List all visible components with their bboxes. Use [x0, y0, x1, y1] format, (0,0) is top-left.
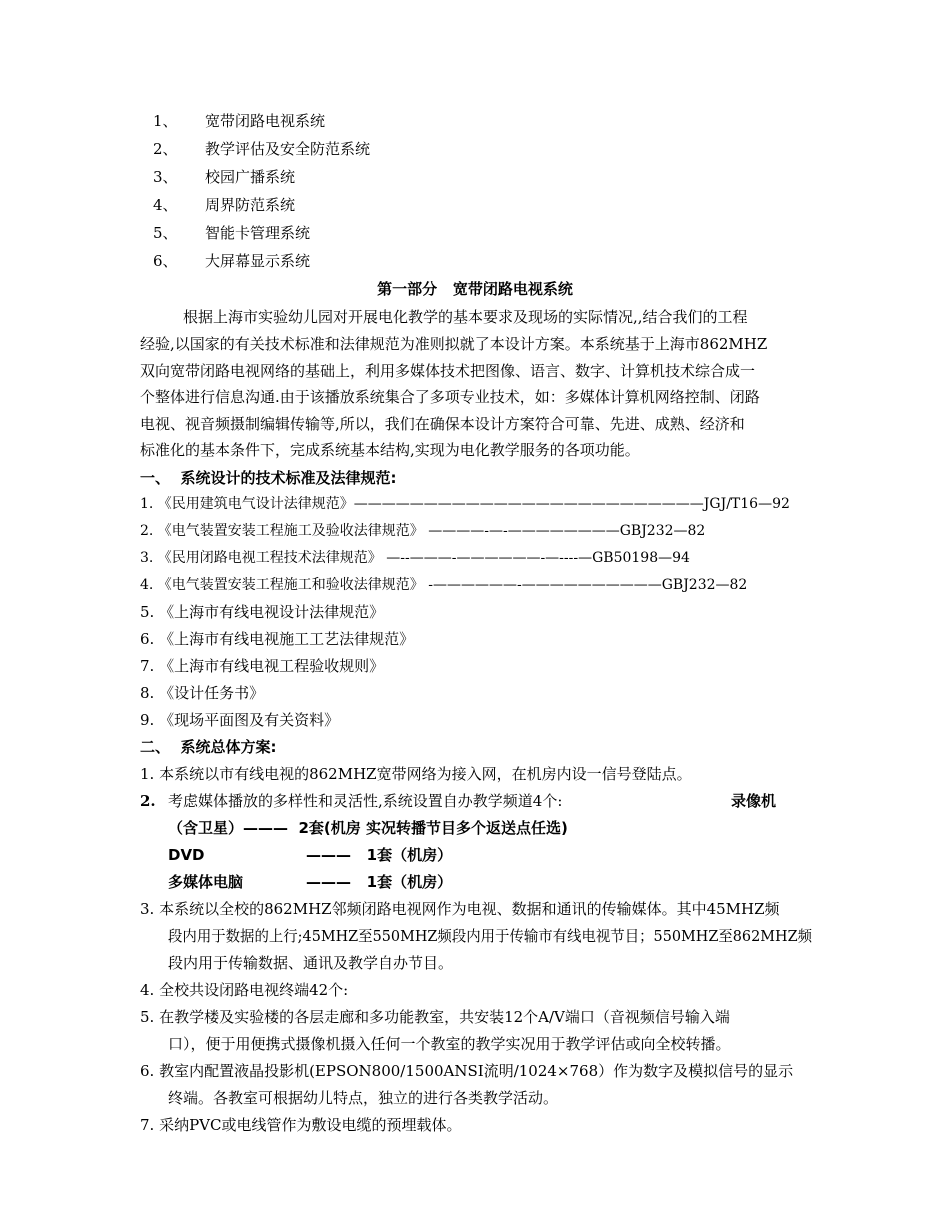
intro-line: 个整体进行信息沟通.由于该播放系统集合了多项专业技术，如：多媒体计算机网络控制、闭路 — [140, 388, 760, 406]
channel-vcr-label: 录像机 — [731, 792, 777, 810]
standard-item: 1. 《民用建筑电气设计法律规范》—————————————————————————JGJ/T16—92 — [140, 496, 790, 512]
scheme-item: 考虑媒体播放的多样性和灵活性,系统设置自办教学频道4个: — [168, 792, 563, 810]
scheme-item-cont: 终端。各教室可根据幼儿特点，独立的进行各类教学活动。 — [168, 1089, 559, 1107]
channel-vcr-detail: （含卫星）——— 2套(机房 实况转播节目多个返送点任选) — [168, 819, 568, 837]
scheme-item: 1. 本系统以市有线电视的862MHZ宽带网络为接入网，在机房内设一信号登陆点。 — [140, 765, 692, 783]
toc-text: 校园广播系统 — [205, 168, 296, 186]
toc-text: 教学评估及安全防范系统 — [205, 140, 371, 158]
scheme-item: 4. 全校共设闭路电视终端42个: — [140, 981, 349, 999]
channel-dvd-label: DVD — [168, 846, 205, 864]
toc-number: 5、 — [153, 224, 178, 242]
channel-pc-value: ——— 1套（机房） — [306, 873, 453, 891]
standard-item: 9. 《现场平面图及有关资料》 — [140, 711, 340, 729]
toc-number: 4、 — [153, 196, 178, 214]
standard-item: 3. 《民用闭路电视工程技术法律规范》 —--———-——————-—----—GB50198—94 — [140, 550, 690, 566]
channel-dvd-value: ——— 1套（机房） — [306, 846, 453, 864]
scheme-item: 5. 在教学楼及实验楼的各层走廊和多功能教室，共安装12个A/V端口（音视频信号输入端 — [140, 1008, 730, 1026]
scheme-item-number: 2. — [140, 792, 156, 810]
toc-number: 6、 — [153, 252, 178, 270]
standard-item: 5. 《上海市有线电视设计法律规范》 — [140, 603, 385, 621]
toc-text: 大屏幕显示系统 — [205, 252, 311, 270]
intro-line: 双向宽带闭路电视网络的基础上，利用多媒体技术把图像、语言、数字、计算机技术综合成一 — [140, 362, 756, 380]
scheme-item: 3. 本系统以全校的862MHZ邻频闭路电视网作为电视、数据和通讯的传输媒体。其中45MHZ频 — [140, 900, 780, 918]
scheme-item-cont: 口），便于用便携式摄像机摄入任何一个教室的教学实况用于教学评估或向全校转播。 — [168, 1035, 731, 1053]
toc-text: 宽带闭路电视系统 — [205, 112, 326, 130]
intro-line: 标准化的基本条件下，完成系统基本结构,实现为电化教学服务的各项功能。 — [140, 441, 640, 459]
intro-line: 根据上海市实验幼儿园对开展电化教学的基本要求及现场的实际情况,,结合我们的工程 — [183, 308, 748, 326]
intro-line: 经验,以国家的有关技术标准和法律规范为准则拟就了本设计方案。本系统基于上海市862MHZ — [140, 335, 768, 353]
standard-item: 4. 《电气装置安装工程施工和验收法律规范》 -——————-——————————GBJ232—82 — [140, 577, 748, 593]
scheme-item: 6. 教室内配置液晶投影机(EPSON800/1500ANSI流明/1024×768）作为数字及模拟信号的显示 — [140, 1062, 794, 1080]
scheme-item: 7. 采纳PVC或电线管作为敷设电缆的预埋载体。 — [140, 1116, 462, 1134]
section1-heading: 一、 系统设计的技术标准及法律规范: — [140, 469, 397, 487]
standard-item: 6. 《上海市有线电视施工工艺法律规范》 — [140, 630, 415, 648]
standard-item: 2. 《电气装置安装工程施工及验收法律规范》 ————-—-————————GBJ232—82 — [140, 523, 706, 539]
toc-text: 周界防范系统 — [205, 196, 296, 214]
toc-number: 2、 — [153, 140, 178, 158]
section2-heading: 二、 系统总体方案: — [140, 738, 277, 756]
standard-item: 7. 《上海市有线电视工程验收规则》 — [140, 657, 385, 675]
standard-item: 8. 《设计任务书》 — [140, 684, 265, 702]
toc-text: 智能卡管理系统 — [205, 224, 311, 242]
scheme-item-cont: 段内用于传输数据、通讯及教学自办节目。 — [168, 954, 454, 972]
toc-number: 3、 — [153, 168, 178, 186]
part-title: 第一部分 宽带闭路电视系统 — [377, 280, 573, 298]
scheme-item-cont: 段内用于数据的上行;45MHZ至550MHZ频段内用于传输市有线电视节目；550MHZ至862MHZ频 — [168, 927, 813, 945]
toc-number: 1、 — [153, 112, 178, 130]
channel-pc-label: 多媒体电脑 — [168, 873, 244, 891]
intro-line: 电视、视音频摄制编辑传输等,所以，我们在确保本设计方案符合可靠、先进、成熟、经济和 — [140, 415, 745, 433]
